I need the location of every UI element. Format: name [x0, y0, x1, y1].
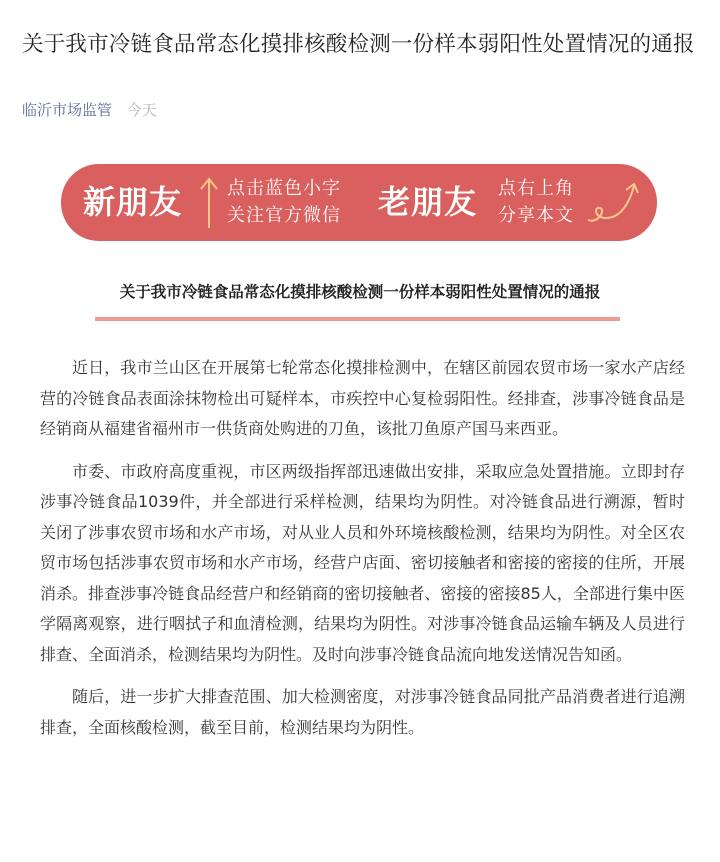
publish-date: 今天	[126, 101, 157, 119]
new-friends-label: 新朋友	[83, 183, 183, 221]
account-name-link[interactable]: 临沂市场监管	[22, 101, 113, 119]
share-curl-arrow-icon	[584, 176, 646, 228]
arrow-up-icon	[199, 176, 219, 230]
paragraph: 随后，进一步扩大排查范围、加大检测密度，对涉事冷链食品同批产品消费者进行追溯排查，全面核酸检测，截至目前，检测结果均为阴性。	[40, 687, 685, 737]
article-meta	[22, 100, 157, 120]
paragraph: 市委、市政府高度重视，市区两级指挥部迅速做出安排，采取应急处置措施。立即封存涉事冷链食品1039件，并全部进行采样检测，结果均为阴性。对冷链食品进行溯源，暂时关闭了涉事农贸市场和水产市场，对从业人员和外环境核酸检测，结果均为阴性。对全区农贸市场包括涉事农贸市场和水产市场，经营户店面、密切接触者和密接的密接的住所，开展消杀。排查涉事冷链食品经营户和经销商的密切接触者、密接的密接85人，全部进行集中医学隔离观察，进行咽拭子和血清检测，结果均为阴性。对涉事冷链食品运输车辆及人员进行排查、全面消杀，检测结果均为阴性。及时向涉事冷链食品流向地发送情况告知函。	[40, 461, 685, 664]
follow-share-banner[interactable]	[61, 164, 657, 241]
paragraph: 近日，我市兰山区在开展第七轮常态化摸排检测中，在辖区前园农贸市场一家水产店经营的冷链食品表面涂抹物检出可疑样本，市疾控中心复检弱阳性。经排查，涉事冷链食品是经销商从福建省福州市一供货商处购进的刀鱼，该批刀鱼原产国马来西亚。	[40, 358, 685, 438]
article-title: 关于我市冷链食品常态化摸排核酸检测一份样本弱阳性处置情况的通报	[22, 32, 695, 57]
content-headline: 关于我市冷链食品常态化摸排核酸检测一份样本弱阳性处置情况的通报	[119, 283, 601, 301]
article-body	[40, 353, 685, 755]
old-friends-line1: 点右上角	[498, 178, 574, 199]
old-friends-line2: 分享本文	[498, 205, 574, 226]
new-friends-line2: 关注官方微信	[227, 205, 341, 226]
new-friends-line1: 点击蓝色小字	[227, 178, 341, 199]
headline-underline	[95, 317, 620, 321]
old-friends-label: 老朋友	[378, 183, 478, 221]
